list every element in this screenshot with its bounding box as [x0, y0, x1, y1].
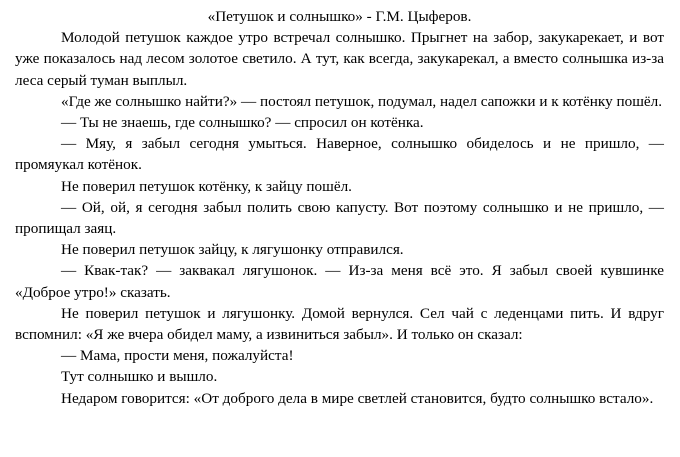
paragraph-12: Недаром говорится: «От доброго дела в мире светлей становится, будто солнышко встало».	[61, 389, 654, 407]
paragraph-1: Молодой петушок каждое утро встречал солнышко. Прыгнет на забор, закукарекает, и вот уже показалось над лесом золотое светило. А тут, как всегда, закукарекал, а вместо солнышка из-за леса серый туман выплыл.	[15, 29, 664, 89]
paragraph-3: — Ты не знаешь, где солнышко? — спросил он котёнка.	[61, 114, 424, 132]
paragraph-2: «Где же солнышко найти?» — постоял петушок, подумал, надел сапожки и к котёнку пошёл.	[61, 92, 663, 110]
paragraph-6: — Ой, ой, я сегодня забыл полить свою капусту. Вот поэтому солнышко и не пришло, — пропищал заяц.	[15, 198, 664, 238]
document-title: «Петушок и солнышко» - Г.М. Цыферов.	[207, 8, 472, 25]
paragraph-11: Тут солнышко и вышло.	[61, 368, 218, 386]
paragraph-5: Не поверил петушок котёнку, к зайцу пошёл.	[61, 177, 352, 195]
paragraph-7: Не поверил петушок зайцу, к лягушонку отправился.	[61, 241, 404, 259]
paragraph-9: Не поверил петушок и лягушонку. Домой вернулся. Сел чай с леденцами пить. И вдруг вспомнил: «Я же вчера обидел маму, а извиниться забыл». И только он сказал:	[15, 304, 664, 344]
paragraph-8: — Квак-так? — заквакал лягушонок. — Из-за меня всё это. Я забыл своей кувшинке «Доброе утро!» сказать.	[15, 262, 664, 301]
paragraph-4: — Мяу, я забыл сегодня умыться. Наверное, солнышко обиделось и не пришло, — промяукал котёнок.	[15, 135, 664, 174]
paragraph-10: — Мама, прости меня, пожалуйста!	[61, 347, 294, 365]
